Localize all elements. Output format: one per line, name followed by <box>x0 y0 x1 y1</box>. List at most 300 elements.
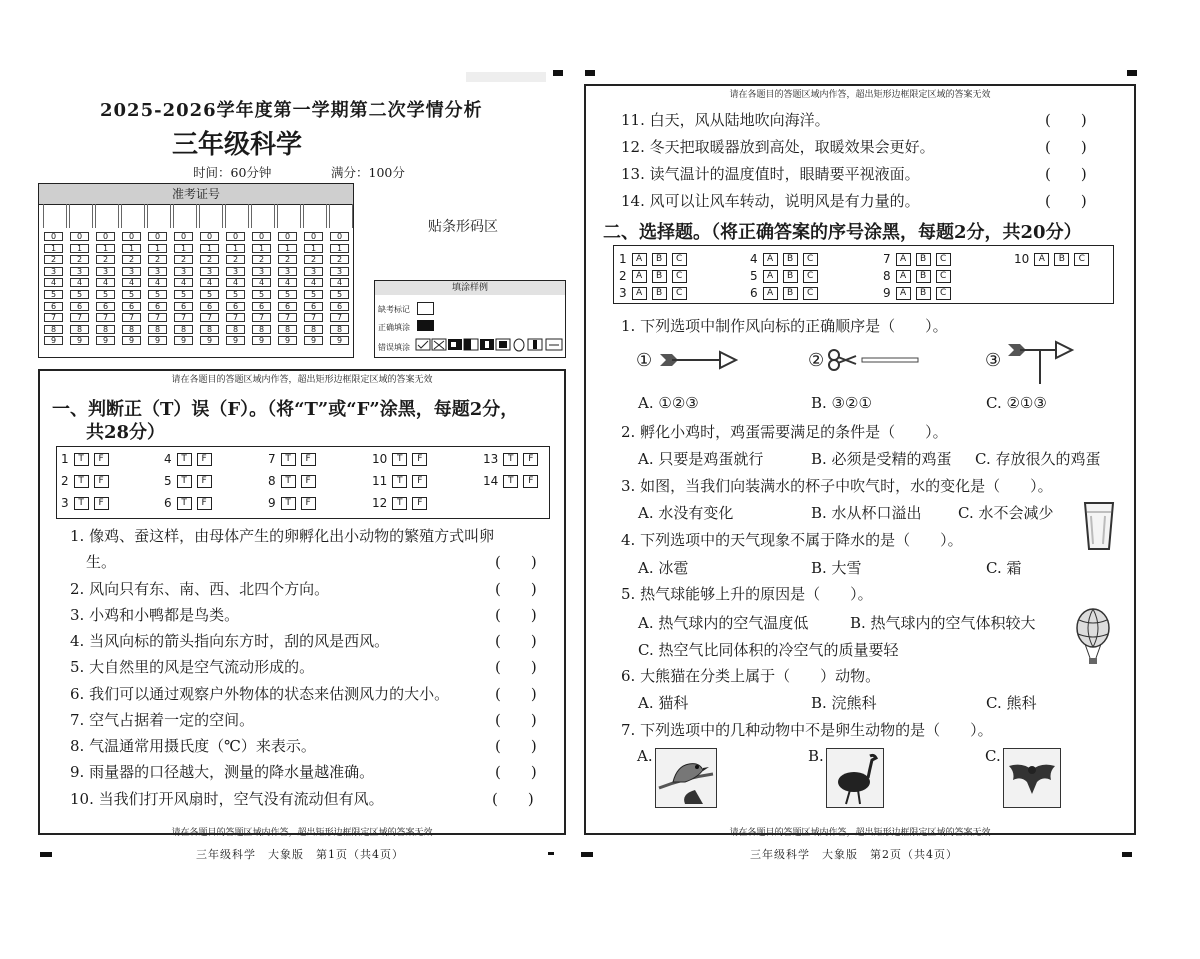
exam-id-write-cell[interactable] <box>329 204 353 228</box>
tf-option-t[interactable]: T <box>392 497 407 510</box>
choice-option: B. ③②① <box>811 394 872 412</box>
tf-option-f[interactable]: F <box>412 453 427 466</box>
exam-id-digit-bubble[interactable]: 1 <box>96 244 115 253</box>
choice-option-c[interactable]: C <box>1074 253 1089 266</box>
tf-option-f[interactable]: F <box>197 497 212 510</box>
exam-id-digit-bubble[interactable]: 3 <box>174 267 193 276</box>
choice-option-b[interactable]: B <box>916 270 931 283</box>
exam-id-digit-bubble[interactable]: 3 <box>226 267 245 276</box>
fill-legend <box>374 280 566 358</box>
choice-answer-item <box>883 269 951 283</box>
exam-id-digit-bubble[interactable]: 3 <box>148 267 167 276</box>
tf-option-f[interactable]: F <box>301 497 316 510</box>
exam-id-digit-bubble[interactable]: 4 <box>330 278 349 287</box>
exam-id-digit-bubble[interactable]: 1 <box>148 244 167 253</box>
exam-id-digit-bubble[interactable]: 7 <box>70 313 89 322</box>
exam-id-digit-bubble[interactable]: 1 <box>226 244 245 253</box>
exam-id-digit-bubble[interactable]: 0 <box>44 232 63 241</box>
exam-id-digit-bubble[interactable]: 1 <box>252 244 271 253</box>
bird-image <box>655 748 717 808</box>
tf-answer-item <box>268 496 316 510</box>
exam-id-digit-bubble[interactable]: 3 <box>70 267 89 276</box>
tf-item-number: 4 <box>164 452 172 466</box>
exam-id-digit-bubble[interactable]: 4 <box>200 278 219 287</box>
exam-id-digit-bubble[interactable]: 2 <box>252 255 271 264</box>
choice-option: A. ①②③ <box>638 394 699 412</box>
choice-option-c[interactable]: C <box>936 270 951 283</box>
answer-paren[interactable]: ( ) <box>492 790 534 808</box>
exam-id-digit-bubble[interactable]: 7 <box>44 313 63 322</box>
choice-option-c[interactable]: C <box>672 270 687 283</box>
tf-item-number: 14 <box>483 474 499 488</box>
tf-item-number: 8 <box>268 474 276 488</box>
registration-mark <box>548 852 554 855</box>
answer-paren[interactable]: ( ) <box>495 580 537 598</box>
tf-answer-item <box>268 452 316 466</box>
exam-id-digit-bubble[interactable]: 0 <box>304 232 323 241</box>
exam-id-digit-bubble[interactable]: 2 <box>96 255 115 264</box>
choice-option: B. 水从杯口溢出 <box>811 504 922 522</box>
choice-option-b[interactable]: B <box>783 253 798 266</box>
exam-id-digit-bubble[interactable]: 2 <box>122 255 141 264</box>
exam-id-digit-bubble[interactable]: 8 <box>96 325 115 334</box>
exam-id-digit-bubble[interactable]: 3 <box>304 267 323 276</box>
exam-id-digit-bubble[interactable]: 1 <box>44 244 63 253</box>
answer-paren[interactable]: ( ) <box>495 737 537 755</box>
exam-id-digit-bubble[interactable]: 5 <box>304 290 323 299</box>
exam-id-digit-bubble[interactable]: 4 <box>174 278 193 287</box>
area-notice-top: 请在各题目的答题区域内作答，超出矩形边框限定区域的答案无效 <box>729 90 991 100</box>
exam-id-digit-bubble[interactable]: 2 <box>304 255 323 264</box>
choice-option: C. <box>985 747 1001 765</box>
exam-id-digit-bubble[interactable]: 3 <box>278 267 297 276</box>
exam-id-write-cell[interactable] <box>225 204 249 228</box>
exam-id-digit-bubble[interactable]: 6 <box>200 302 219 311</box>
registration-mark <box>553 70 563 76</box>
exam-id-digit-bubble[interactable]: 4 <box>122 278 141 287</box>
exam-id-digit-bubble[interactable]: 4 <box>44 278 63 287</box>
exam-id-digit-bubble[interactable]: 2 <box>278 255 297 264</box>
answer-paren[interactable]: ( ) <box>495 632 537 650</box>
exam-id-digit-bubble[interactable]: 9 <box>70 336 89 345</box>
tf-option-t[interactable]: T <box>177 497 192 510</box>
tf-option-f[interactable]: F <box>301 475 316 488</box>
answer-paren[interactable]: ( ) <box>495 685 537 703</box>
choice-option-c[interactable]: C <box>803 253 818 266</box>
exam-id-digit-bubble[interactable]: 1 <box>304 244 323 253</box>
exam-title: 2025-2026学年度第一学期第二次学情分析 <box>100 100 483 121</box>
tf-item-number: 6 <box>164 496 172 510</box>
exam-id-digit-bubble[interactable]: 9 <box>304 336 323 345</box>
exam-id-digit-bubble[interactable]: 8 <box>200 325 219 334</box>
choice-option-c[interactable]: C <box>672 287 687 300</box>
exam-id-digit-bubble[interactable]: 5 <box>278 290 297 299</box>
judge-question: 10. 当我们打开风扇时，空气没有流动但有风。 <box>70 790 384 808</box>
exam-id-write-cell[interactable] <box>43 204 67 228</box>
wrong-fill-examples <box>415 338 565 352</box>
choice-question: 2. 孵化小鸡时，鸡蛋需要满足的条件是（ ）。 <box>621 423 948 441</box>
exam-id-digit-bubble[interactable]: 0 <box>70 232 89 241</box>
exam-id-digit-bubble[interactable]: 8 <box>44 325 63 334</box>
choice-answer-item <box>883 286 951 300</box>
tf-answer-item <box>61 474 109 488</box>
exam-id-digit-bubble[interactable]: 7 <box>304 313 323 322</box>
exam-id-digit-bubble[interactable]: 4 <box>278 278 297 287</box>
tf-option-t[interactable]: T <box>281 453 296 466</box>
choice-option-a[interactable]: A <box>763 287 778 300</box>
registration-mark <box>1122 852 1132 857</box>
registration-mark <box>585 70 595 76</box>
exam-id-digit-bubble[interactable]: 0 <box>330 232 349 241</box>
exam-id-digit-bubble[interactable]: 5 <box>330 290 349 299</box>
judge-question: 9. 雨量器的口径越大，测量的降水量越准确。 <box>70 763 375 781</box>
tf-option-t[interactable]: T <box>74 453 89 466</box>
exam-id-digit-bubble[interactable]: 8 <box>278 325 297 334</box>
exam-id-digit-bubble[interactable]: 0 <box>174 232 193 241</box>
exam-id-digit-bubble[interactable]: 8 <box>252 325 271 334</box>
exam-id-digit-bubble[interactable]: 9 <box>200 336 219 345</box>
exam-id-digit-bubble[interactable]: 2 <box>44 255 63 264</box>
exam-id-digit-bubble[interactable]: 1 <box>200 244 219 253</box>
step-mark: ③ <box>985 350 1002 371</box>
exam-id-digit-bubble[interactable]: 2 <box>330 255 349 264</box>
tf-option-f[interactable]: F <box>94 497 109 510</box>
area-notice-bottom: 请在各题目的答题区域内作答，超出矩形边框限定区域的答案无效 <box>171 828 433 838</box>
tf-option-f[interactable]: F <box>523 453 538 466</box>
step-mark: ② <box>808 350 825 371</box>
tf-item-number: 10 <box>372 452 388 466</box>
choice-option: C. 存放很久的鸡蛋 <box>975 450 1101 468</box>
exam-id-digit-bubble[interactable]: 6 <box>330 302 349 311</box>
tf-option-f[interactable]: F <box>197 475 212 488</box>
step-mark: ① <box>636 350 653 371</box>
header-smudge <box>466 72 546 82</box>
answer-paren[interactable]: ( ) <box>495 553 537 571</box>
exam-id-digit-bubble[interactable]: 9 <box>252 336 271 345</box>
exam-id-label: 准考证号 <box>39 184 353 205</box>
tf-option-f[interactable]: F <box>94 475 109 488</box>
exam-id-digit-bubble[interactable]: 7 <box>330 313 349 322</box>
exam-id-write-cell[interactable] <box>69 204 93 228</box>
tf-option-t[interactable]: T <box>74 497 89 510</box>
tf-option-t[interactable]: T <box>177 475 192 488</box>
tf-item-number: 1 <box>61 452 69 466</box>
choice-option-b[interactable]: B <box>652 270 667 283</box>
page1-footer: 三年级科学 大象版 第1页（共4页） <box>196 848 404 861</box>
choice-option: B. <box>808 747 824 765</box>
exam-id-digit-bubble[interactable]: 4 <box>304 278 323 287</box>
subject-title: 三年级科学 <box>172 130 303 160</box>
exam-id-digit-bubble[interactable]: 1 <box>278 244 297 253</box>
choice-option-b[interactable]: B <box>916 253 931 266</box>
exam-id-digit-bubble[interactable]: 5 <box>200 290 219 299</box>
choice-question: 6. 大熊猫在分类上属于（ ）动物。 <box>621 667 881 685</box>
section2-title: 二、选择题。（将正确答案的序号涂黑，每题2分，共20分） <box>603 222 1082 243</box>
exam-id-digit-bubble[interactable]: 8 <box>304 325 323 334</box>
exam-id-digit-bubble[interactable]: 6 <box>148 302 167 311</box>
choice-option-b[interactable]: B <box>783 270 798 283</box>
tf-option-t[interactable]: T <box>392 475 407 488</box>
choice-option: A. 冰雹 <box>638 559 689 577</box>
exam-id-digit-bubble[interactable]: 7 <box>148 313 167 322</box>
exam-id-digit-bubble[interactable]: 6 <box>278 302 297 311</box>
exam-id-digit-bubble[interactable]: 4 <box>226 278 245 287</box>
exam-id-digit-bubble[interactable]: 9 <box>96 336 115 345</box>
tf-item-number: 3 <box>61 496 69 510</box>
exam-id-digit-bubble[interactable]: 6 <box>174 302 193 311</box>
exam-id-digit-bubble[interactable]: 3 <box>122 267 141 276</box>
ostrich-image <box>826 748 884 808</box>
exam-id-digit-bubble[interactable]: 5 <box>122 290 141 299</box>
tf-answer-item <box>372 474 427 488</box>
exam-id-digit-bubble[interactable]: 1 <box>174 244 193 253</box>
exam-id-digit-bubble[interactable]: 5 <box>148 290 167 299</box>
choice-option: C. 霜 <box>986 559 1022 577</box>
answer-paren[interactable]: ( ) <box>1045 165 1087 183</box>
exam-id-digit-bubble[interactable]: 9 <box>330 336 349 345</box>
tf-answer-item <box>61 452 109 466</box>
exam-id-digit-bubble[interactable]: 8 <box>174 325 193 334</box>
exam-id-digit-bubble[interactable]: 7 <box>122 313 141 322</box>
exam-id-digit-bubble[interactable]: 0 <box>226 232 245 241</box>
exam-id-digit-bubble[interactable]: 5 <box>70 290 89 299</box>
choice-option-b[interactable]: B <box>1054 253 1069 266</box>
exam-id-digit-bubble[interactable]: 7 <box>96 313 115 322</box>
wind-vane-icon <box>1006 336 1076 386</box>
exam-id-digit-bubble[interactable]: 3 <box>252 267 271 276</box>
choice-option: A. 水没有变化 <box>638 504 734 522</box>
exam-id-digit-bubble[interactable]: 1 <box>122 244 141 253</box>
judge-question: 4. 当风向标的箭头指向东方时，刮的风是西风。 <box>70 632 390 650</box>
exam-id-digit-bubble[interactable]: 2 <box>70 255 89 264</box>
judge-question: 7. 空气占据着一定的空间。 <box>70 711 255 729</box>
exam-id-write-cell[interactable] <box>147 204 171 228</box>
bat-image <box>1003 748 1061 808</box>
choice-option-c[interactable]: C <box>936 253 951 266</box>
choice-option-b[interactable]: B <box>652 287 667 300</box>
answer-paren[interactable]: ( ) <box>495 658 537 676</box>
tf-answer-item <box>61 496 109 510</box>
choice-option: B. 浣熊科 <box>811 694 877 712</box>
choice-option: B. 必须是受精的鸡蛋 <box>811 450 952 468</box>
tf-option-t[interactable]: T <box>74 475 89 488</box>
exam-id-digit-bubble[interactable]: 0 <box>122 232 141 241</box>
exam-id-digit-bubble[interactable]: 8 <box>226 325 245 334</box>
exam-id-digit-bubble[interactable]: 7 <box>200 313 219 322</box>
exam-id-digit-bubble[interactable]: 9 <box>174 336 193 345</box>
choice-answer-item <box>1014 252 1089 266</box>
tf-option-f[interactable]: F <box>412 475 427 488</box>
exam-id-digit-bubble[interactable]: 6 <box>304 302 323 311</box>
exam-id-write-cell[interactable] <box>199 204 223 228</box>
tf-item-number: 2 <box>61 474 69 488</box>
exam-id-digit-bubble[interactable]: 4 <box>252 278 271 287</box>
exam-id-write-cell[interactable] <box>121 204 145 228</box>
answer-paren[interactable]: ( ) <box>495 711 537 729</box>
judge-question: 13. 读气温计的温度值时，眼睛要平视液面。 <box>621 165 920 183</box>
choice-option-a[interactable]: A <box>896 253 911 266</box>
tf-option-f[interactable]: F <box>301 453 316 466</box>
tf-answer-item <box>164 474 212 488</box>
choice-option: A. <box>637 747 653 765</box>
choice-option-a[interactable]: A <box>632 270 647 283</box>
choice-option: B. 热气球内的空气体积较大 <box>850 614 1036 632</box>
exam-id-digit-bubble[interactable]: 2 <box>148 255 167 264</box>
choice-option-c[interactable]: C <box>936 287 951 300</box>
exam-id-digit-bubble[interactable]: 2 <box>200 255 219 264</box>
choice-option-c[interactable]: C <box>803 270 818 283</box>
tf-item-number: 5 <box>164 474 172 488</box>
correct-fill-example <box>417 320 434 331</box>
exam-id-digit-bubble[interactable]: 7 <box>226 313 245 322</box>
exam-id-digit-bubble[interactable]: 9 <box>44 336 63 345</box>
choice-question: 4. 下列选项中的天气现象不属于降水的是（ ）。 <box>621 531 963 549</box>
choice-option-c[interactable]: C <box>672 253 687 266</box>
tf-option-t[interactable]: T <box>177 453 192 466</box>
exam-id-digit-bubble[interactable]: 8 <box>330 325 349 334</box>
exam-id-digit-bubble[interactable]: 0 <box>148 232 167 241</box>
tf-item-number: 12 <box>372 496 388 510</box>
answer-paren[interactable]: ( ) <box>495 606 537 624</box>
section1-title-cont: 共28分） <box>86 422 166 443</box>
tf-answer-item <box>164 496 212 510</box>
tf-option-f[interactable]: F <box>523 475 538 488</box>
registration-mark <box>581 852 593 857</box>
exam-id-digit-bubble[interactable]: 6 <box>96 302 115 311</box>
choice-option-a[interactable]: A <box>896 287 911 300</box>
answer-paren[interactable]: ( ) <box>1045 138 1087 156</box>
exam-id-digit-bubble[interactable]: 5 <box>226 290 245 299</box>
tf-answer-item <box>268 474 316 488</box>
area-notice-top: 请在各题目的答题区域内作答，超出矩形边框限定区域的答案无效 <box>171 375 433 385</box>
tf-option-t[interactable]: T <box>503 475 518 488</box>
judge-question: 5. 大自然里的风是空气流动形成的。 <box>70 658 315 676</box>
choice-item-number: 7 <box>883 252 891 266</box>
section1-title: 一、判断正（T）误（F）。（将“T”或“F”涂黑，每题2分， <box>52 399 519 420</box>
exam-id-digit-bubble[interactable]: 3 <box>96 267 115 276</box>
choice-option-b[interactable]: B <box>916 287 931 300</box>
hot-air-balloon-icon <box>1073 608 1113 668</box>
exam-id-digit-bubble[interactable]: 6 <box>44 302 63 311</box>
choice-option-a[interactable]: A <box>1034 253 1049 266</box>
tf-option-f[interactable]: F <box>197 453 212 466</box>
exam-id-digit-bubble[interactable]: 8 <box>70 325 89 334</box>
choice-option-a[interactable]: A <box>632 253 647 266</box>
choice-option: A. 热气球内的空气温度低 <box>638 614 809 632</box>
choice-option: A. 猫科 <box>638 694 689 712</box>
exam-id-digit-bubble[interactable]: 7 <box>174 313 193 322</box>
exam-id-digit-bubble[interactable]: 7 <box>278 313 297 322</box>
choice-question: 7. 下列选项中的几种动物中不是卵生动物的是（ ）。 <box>621 721 993 739</box>
exam-id-digit-bubble[interactable]: 5 <box>44 290 63 299</box>
exam-id-digit-bubble[interactable]: 1 <box>70 244 89 253</box>
choice-answer-item <box>619 269 687 283</box>
exam-id-digit-bubble[interactable]: 5 <box>252 290 271 299</box>
exam-id-digit-bubble[interactable]: 9 <box>148 336 167 345</box>
tf-answer-item <box>372 496 427 510</box>
tf-option-f[interactable]: F <box>412 497 427 510</box>
choice-option-a[interactable]: A <box>896 270 911 283</box>
choice-option-b[interactable]: B <box>783 287 798 300</box>
choice-option-c[interactable]: C <box>803 287 818 300</box>
exam-id-digit-bubble[interactable]: 2 <box>226 255 245 264</box>
exam-id-digit-bubble[interactable]: 5 <box>174 290 193 299</box>
exam-id-digit-bubble[interactable]: 2 <box>174 255 193 264</box>
choice-answer-item <box>750 269 818 283</box>
answer-paren[interactable]: ( ) <box>495 763 537 781</box>
tf-option-t[interactable]: T <box>392 453 407 466</box>
exam-id-write-cell[interactable] <box>173 204 197 228</box>
exam-id-digit-bubble[interactable]: 8 <box>122 325 141 334</box>
answer-paren[interactable]: ( ) <box>1045 192 1087 210</box>
exam-id-write-cell[interactable] <box>303 204 327 228</box>
exam-id-digit-bubble[interactable]: 9 <box>278 336 297 345</box>
exam-id-write-cell[interactable] <box>277 204 301 228</box>
tf-option-t[interactable]: T <box>503 453 518 466</box>
exam-id-digit-bubble[interactable]: 4 <box>70 278 89 287</box>
absent-mark-box[interactable] <box>417 302 434 315</box>
exam-id-digit-bubble[interactable]: 7 <box>252 313 271 322</box>
exam-id-digit-bubble[interactable]: 3 <box>330 267 349 276</box>
arrow-icon <box>658 348 738 372</box>
exam-id-digit-bubble[interactable]: 4 <box>148 278 167 287</box>
exam-id-write-cell[interactable] <box>95 204 119 228</box>
exam-id-digit-bubble[interactable]: 5 <box>96 290 115 299</box>
choice-option-a[interactable]: A <box>763 270 778 283</box>
choice-option: A. 只要是鸡蛋就行 <box>638 450 764 468</box>
exam-id-digit-bubble[interactable]: 9 <box>226 336 245 345</box>
exam-id-digit-bubble[interactable]: 6 <box>122 302 141 311</box>
choice-option-b[interactable]: B <box>652 253 667 266</box>
exam-id-digit-bubble[interactable]: 3 <box>200 267 219 276</box>
choice-option: C. 熊科 <box>986 694 1037 712</box>
choice-question: 1. 下列选项中制作风向标的正确顺序是（ ）。 <box>621 317 948 335</box>
barcode-area-label: 贴条形码区 <box>428 219 498 235</box>
exam-id-digit-bubble[interactable]: 3 <box>44 267 63 276</box>
tf-option-t[interactable]: T <box>281 475 296 488</box>
exam-id-digit-bubble[interactable]: 6 <box>70 302 89 311</box>
answer-paren[interactable]: ( ) <box>1045 111 1087 129</box>
choice-item-number: 5 <box>750 269 758 283</box>
choice-item-number: 4 <box>750 252 758 266</box>
exam-id-digit-bubble[interactable]: 9 <box>122 336 141 345</box>
judge-question: 生。 <box>86 553 117 571</box>
choice-item-number: 2 <box>619 269 627 283</box>
choice-option-a[interactable]: A <box>763 253 778 266</box>
exam-id-digit-bubble[interactable]: 6 <box>252 302 271 311</box>
exam-id-digit-bubble[interactable]: 0 <box>200 232 219 241</box>
tf-option-t[interactable]: T <box>281 497 296 510</box>
exam-id-digit-bubble[interactable]: 0 <box>278 232 297 241</box>
choice-item-number: 9 <box>883 286 891 300</box>
exam-id-digit-bubble[interactable]: 6 <box>226 302 245 311</box>
choice-option: C. 水不会减少 <box>958 504 1054 522</box>
judge-question: 3. 小鸡和小鸭都是鸟类。 <box>70 606 240 624</box>
tf-item-number: 11 <box>372 474 388 488</box>
choice-answer-item <box>750 252 818 266</box>
exam-id-digit-bubble[interactable]: 4 <box>96 278 115 287</box>
choice-option-a[interactable]: A <box>632 287 647 300</box>
legend-absent-label: 缺考标记 <box>378 305 410 314</box>
exam-id-digit-bubble[interactable]: 0 <box>96 232 115 241</box>
exam-id-digit-bubble[interactable]: 0 <box>252 232 271 241</box>
exam-id-write-cell[interactable] <box>251 204 275 228</box>
tf-option-f[interactable]: F <box>94 453 109 466</box>
exam-id-digit-bubble[interactable]: 8 <box>148 325 167 334</box>
exam-id-digit-bubble[interactable]: 1 <box>330 244 349 253</box>
judge-question: 11. 白天，风从陆地吹向海洋。 <box>621 111 830 129</box>
legend-correct-label: 正确填涂 <box>378 323 410 332</box>
